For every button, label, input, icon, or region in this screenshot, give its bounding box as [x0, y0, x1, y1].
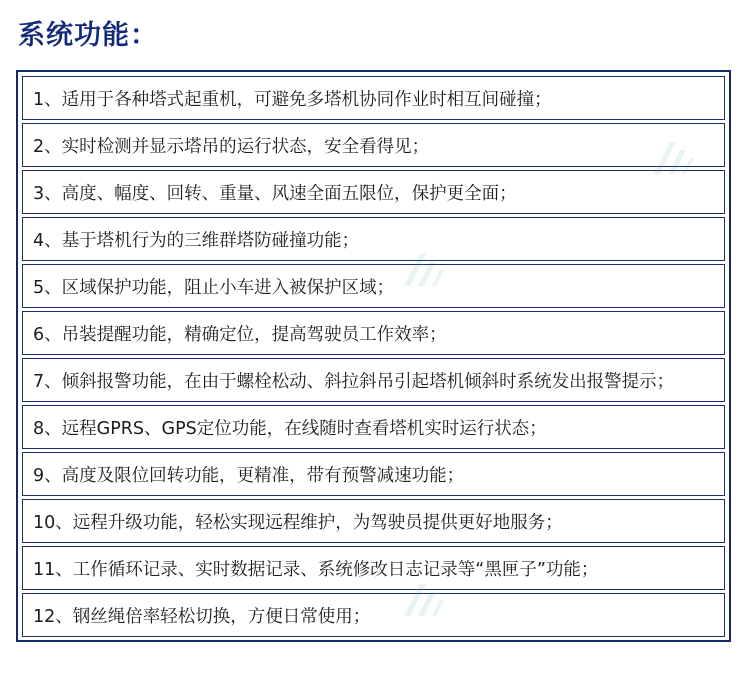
feature-item-10: 10、远程升级功能，轻松实现远程维护，为驾驶员提供更好地服务； — [22, 499, 725, 543]
feature-item-4: 4、基于塔机行为的三维群塔防碰撞功能； — [22, 217, 725, 261]
feature-item-1: 1、适用于各种塔式起重机，可避免多塔机协同作业时相互间碰撞； — [22, 76, 725, 120]
feature-item-8: 8、远程GPRS、GPS定位功能，在线随时查看塔机实时运行状态； — [22, 405, 725, 449]
feature-list — [16, 70, 731, 642]
feature-item-11: 11、工作循环记录、实时数据记录、系统修改日志记录等“黑匣子”功能； — [22, 546, 725, 590]
feature-item-12: 12、钢丝绳倍率轻松切换，方便日常使用； — [22, 593, 725, 637]
feature-item-3: 3、高度、幅度、回转、重量、风速全面五限位，保护更全面； — [22, 170, 725, 214]
feature-item-2: 2、实时检测并显示塔吊的运行状态，安全看得见； — [22, 123, 725, 167]
feature-item-7: 7、倾斜报警功能，在由于螺栓松动、斜拉斜吊引起塔机倾斜时系统发出报警提示； — [22, 358, 725, 402]
feature-item-6: 6、吊装提醒功能，精确定位，提高驾驶员工作效率； — [22, 311, 725, 355]
page-title: 系统功能： — [18, 20, 158, 51]
feature-item-5: 5、区域保护功能，阻止小车进入被保护区域； — [22, 264, 725, 308]
feature-item-9: 9、高度及限位回转功能，更精准，带有预警减速功能； — [22, 452, 725, 496]
